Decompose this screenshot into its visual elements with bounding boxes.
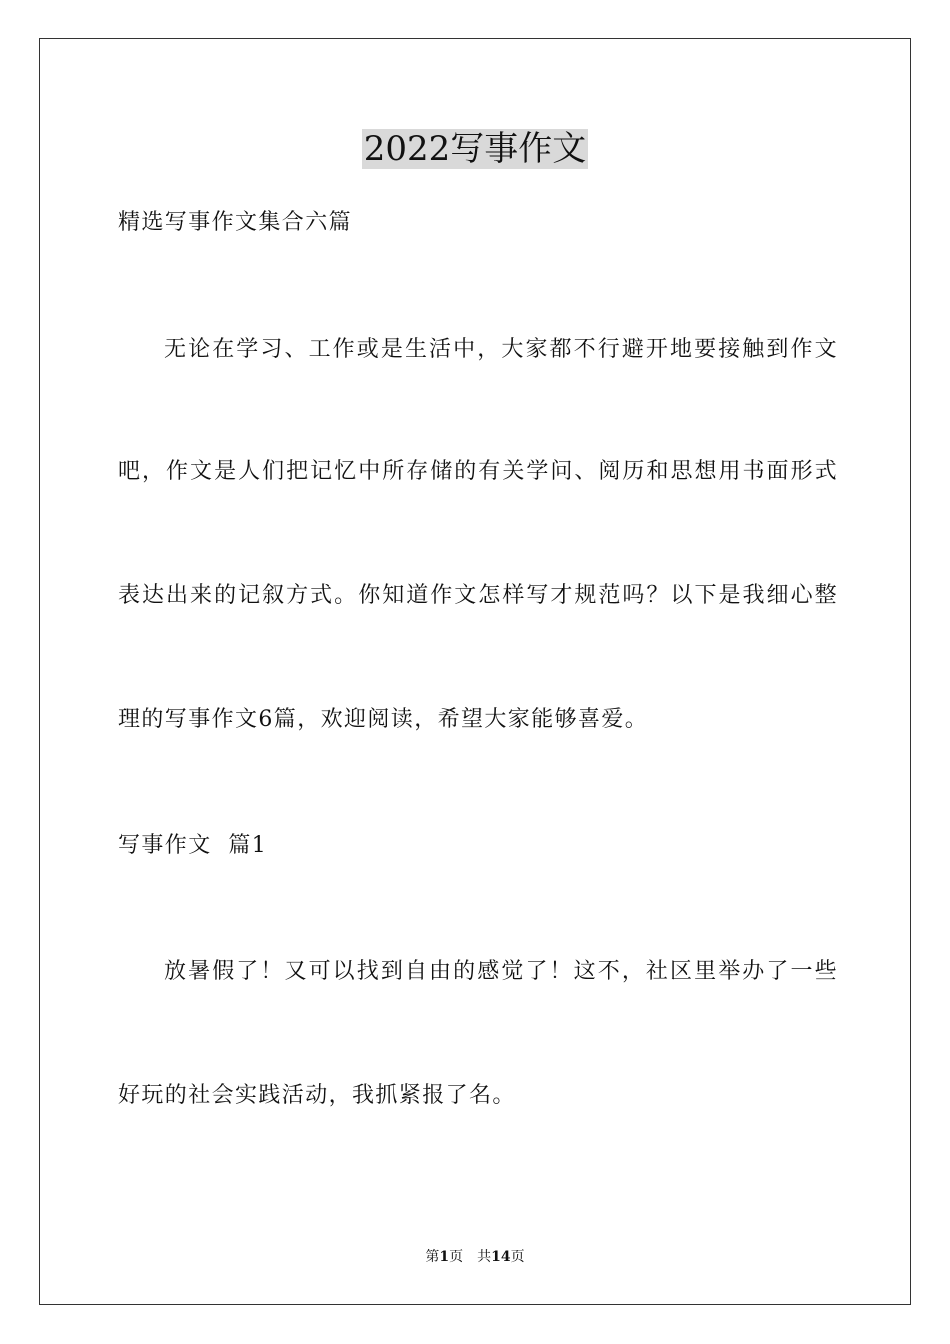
- intro-line-1: 无论在学习、工作或是生活中，大家都不行避开地要接触到作文: [164, 337, 838, 362]
- footer-page-mid: 页 共: [449, 1249, 492, 1265]
- document-title-text: 2022写事作文: [363, 129, 587, 169]
- intro-line-2: 吧，作文是人们把记忆中所存储的有关学问、阅历和思想用书面形式: [118, 459, 838, 484]
- document-title: [0, 128, 950, 170]
- document-subtitle: 精选写事作文集合六篇: [118, 210, 353, 235]
- intro-line-4: 理的写事作文6篇，欢迎阅读，希望大家能够喜爱。: [118, 707, 649, 732]
- section-heading: 写事作文 篇1: [118, 833, 268, 858]
- page-footer: [0, 1248, 950, 1266]
- footer-page-prefix: 第: [425, 1249, 440, 1265]
- section-line-2: 好玩的社会实践活动，我抓紧报了名。: [118, 1083, 516, 1108]
- footer-page-number: 1: [439, 1249, 450, 1265]
- intro-line-3: 表达出来的记叙方式。你知道作文怎样写才规范吗？以下是我细心整: [118, 583, 838, 608]
- footer-total-pages: 14: [491, 1249, 511, 1265]
- footer-page-suffix: 页: [510, 1249, 525, 1265]
- section-line-1: 放暑假了！又可以找到自由的感觉了！这不，社区里举办了一些: [164, 959, 838, 984]
